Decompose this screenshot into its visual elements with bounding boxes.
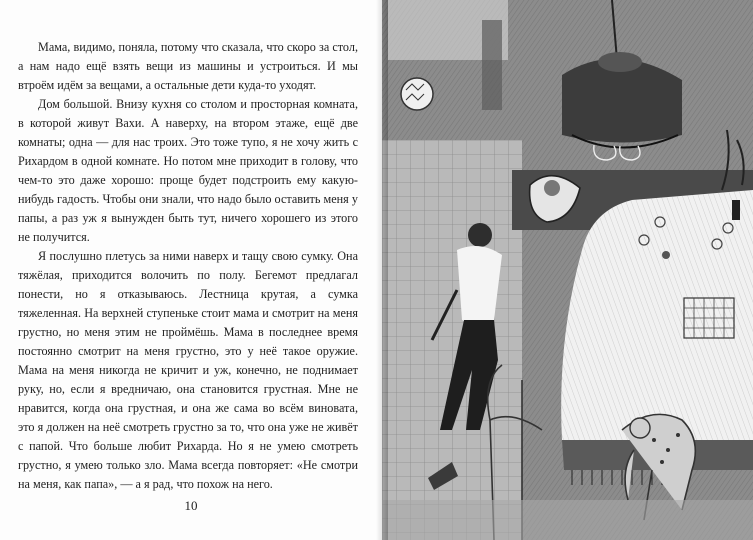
boy-head <box>468 223 492 247</box>
page-number: 10 <box>184 498 198 513</box>
book-gutter-shadow <box>376 0 388 540</box>
paragraph-2: Дом большой. Внизу кухня со столом и просторная комната, в которой живут Вахи. А наверху, на втором этаже, ещё две комнаты; одна — для нас троих. Это тоже тупо, я не хочу жить с Рихардом в одной комнате. Но потом мне приходит в голову, что чем-то это даже хорошо: проще будет подстроить ему какую-нибудь гадость. Чтобы они знали, что надо было оставить меня у папы, а раз уж я вынужден быть тут, ничего хорошего из этого не получится. <box>18 97 358 244</box>
paragraph-1: Мама, видимо, поняла, потому что сказала, что скоро за стол, а нам надо ещё взять вещи из машины и устроиться. И мы втроём идём за вещами, а остальные дети куда-то уходят. <box>18 40 358 92</box>
wall-clock-icon <box>401 78 433 110</box>
paragraph-3: Я послушно плетусь за ними наверх и тащу свою сумку. Она тяжёлая, приходится волочить по полу. Бегемот предлагал понести, но я отказываюсь. Лестница крутая, а сумка тяжеленная. На верхней ступеньке стоит мама и смотрит на меня грустно, но меня этим не проймёшь. Мама в последнее время постоянно смотрит на меня грустно, это у неё такое оружие. Мама на меня никогда не кричит и уж, конечно, не поднимает руку, но, если я вредничаю, она становится грустная. Мне не нравится, когда она грустная, и она же сама во всём виновата, это я должен на неё смотреть грустно за то, что она уже не живёт с папой. Что больше любит Рихарда. Но я не умею смотреть грустно, я умею только зло. Мама всегда повторяет: «Не смотри на меня, как папа», — а я рад, что похож на него. <box>18 249 358 491</box>
illustration-page <box>382 0 753 540</box>
text-block <box>18 38 358 494</box>
pencil-illustration <box>382 0 753 540</box>
